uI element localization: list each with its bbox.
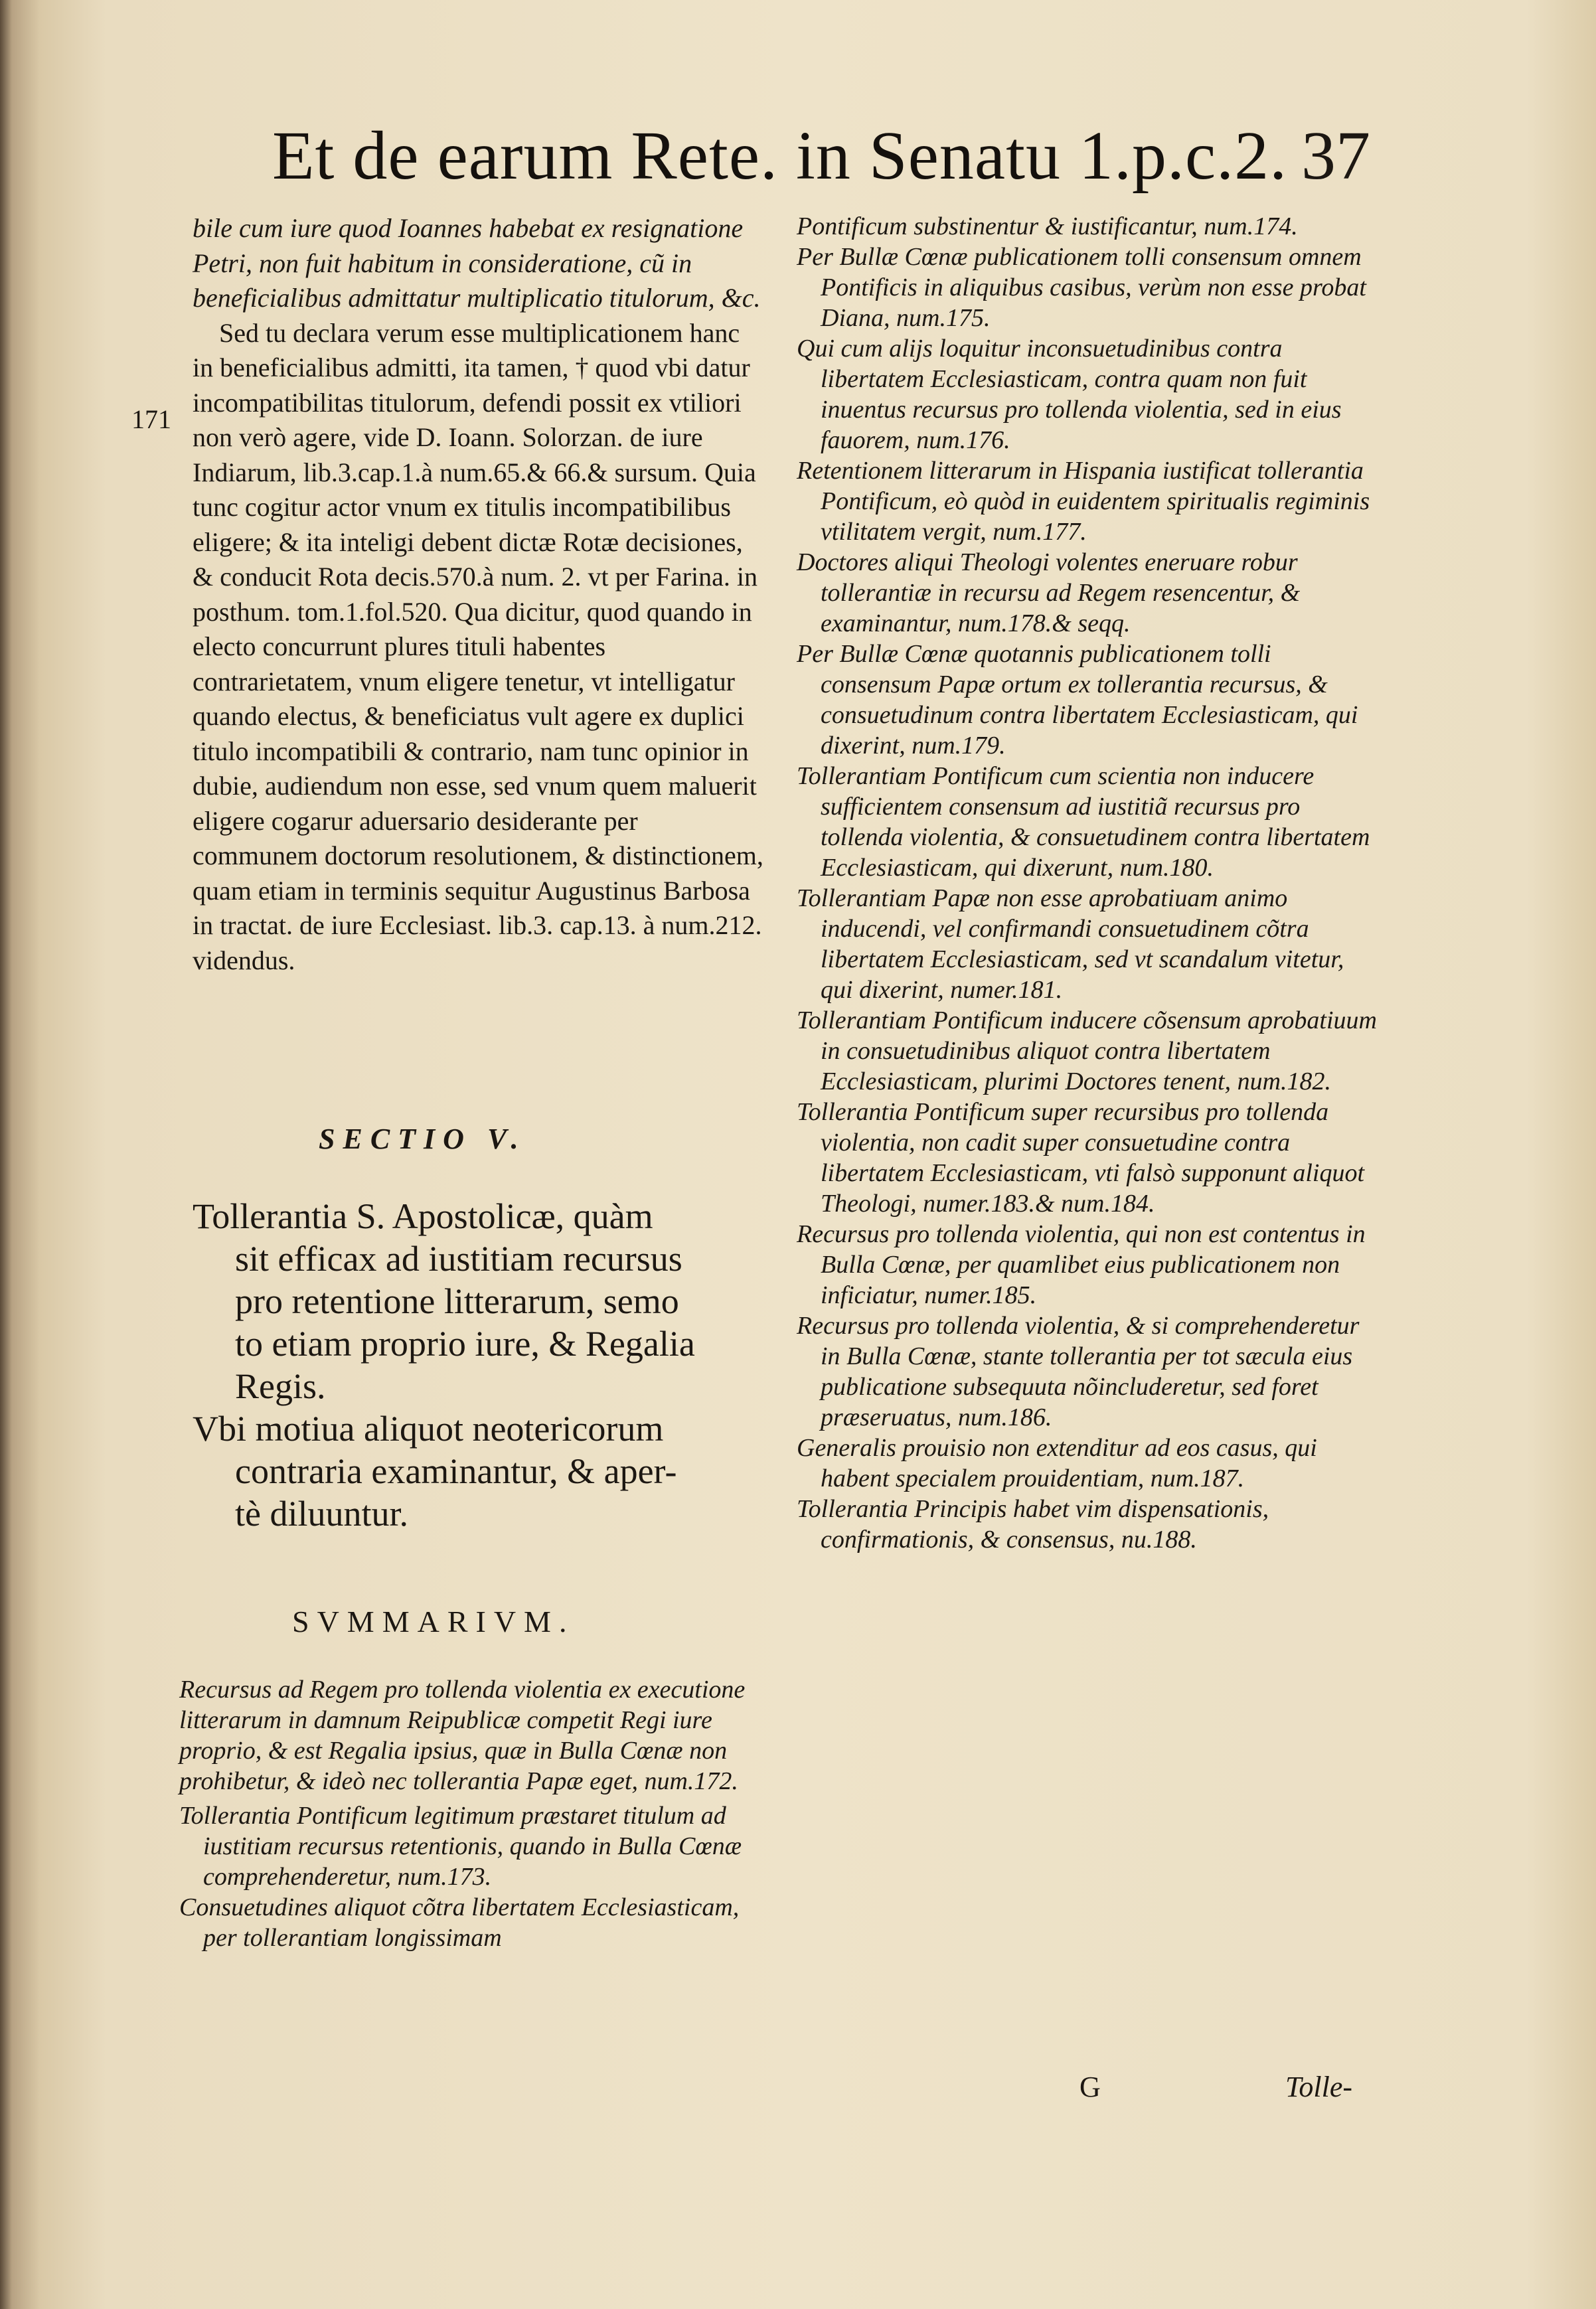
catchword: Tolle-	[1285, 2071, 1353, 2103]
summary-entry: Recursus pro tollenda violentia, & si comprehenderetur in Bulla Cœnæ, stante tollerantia per tot sæcula eius publicatione subsequuta nõincluderetur, sed foret præseruatus, num.186.	[797, 1312, 1360, 1431]
summary-entry: Recursus ad Regem pro tollenda violentia ex executione litterarum in damnum Reipublicæ competit Regi iure proprio, & est Regalia ipsius, quæ in Bulla Cœnæ non prohibetur, & ideò nec tollerantia Papæ eget, num.172.	[179, 1676, 746, 1795]
summary-entry: Doctores aliqui Theologi volentes eneruare robur tollerantiæ in recursu ad Regem resencentur, & examinantur, num.178.& seqq.	[797, 548, 1301, 637]
section-label: SECTIO V.	[319, 1123, 526, 1155]
summary-entry: Generalis prouisio non extenditur ad eos casus, qui habent specialem prouidentiam, num.187.	[797, 1434, 1317, 1492]
summary-entry: Per Bullæ Cœnæ quotannis publicationem tolli consensum Papæ ortum ex tollerantia recursus, & consuetudinum contra libertatem Ecclesiasticam, qui dixerint, num.179.	[797, 640, 1358, 759]
summary-entry: Tollerantia Pontificum legitimum præstaret titulum ad iustitiam recursus retentionis, quando in Bulla Cœnæ comprehenderetur, num.173.	[179, 1802, 742, 1891]
right-column	[797, 211, 1381, 1555]
page-number: 37	[1301, 118, 1370, 194]
summary-entry: Recursus pro tollenda violentia, qui non est contentus in Bulla Cœnæ, per quamlibet eius publicationem non inficiatur, numer.185.	[797, 1220, 1366, 1309]
summary-entry: Tollerantia Principis habet vim dispensationis, confirmationis, & consensus, nu.188.	[797, 1495, 1269, 1553]
summary-entry: Per Bullæ Cœnæ publicationem tolli consensum omnem Pontificis in aliquibus casibus, verùm non esse probat Diana, num.175.	[797, 243, 1366, 332]
left-paragraph-continuation: bile cum iure quod Ioannes habebat ex resignatione Petri, non fuit habitum in consideratione, cũ in beneficialibus admittatur multiplicatio titulorum, &c.	[193, 213, 761, 313]
left-paragraph-main: Sed tu declara verum esse multiplicationem hanc in beneficialibus admitti, ita tamen, † quod vbi datur incompatibilitas titulorum, defendi possit ex vtiliori non verò agere, vide D. Ioann. Solorzan. de iure Indiarum, lib.3.cap.1.à num.65.& 66.& sursum. Quia tunc cogitur actor vnum ex titulis incompatibilibus eligere; & ita inteligi debent dictæ Rotæ decisiones, & conducit Rota decis.570.à num. 2. vt per Farina. in posthum. tom.1.fol.520. Qua dicitur, quod quando in electo concurrunt plures tituli habentes contrarietatem, vnum eligere tenetur, vt intelligatur quando electus, & beneficiatus vult agere ex duplici titulo incompatibili & contrario, nam tunc opinior in dubie, audiendum non esse, sed vnum quem maluerit eligere cogarur aduersario desiderante per communem doctorum resolutionem, & distinctionem, quam etiam in terminis sequitur Augustinus Barbosa in tractat. de iure Ecclesiast. lib.3. cap.13. à num.212. videndus.	[193, 317, 763, 975]
summarium-left-entries	[179, 1674, 763, 1953]
section-subtitle-line: Vbi motiua aliquot neotericorum	[193, 1409, 664, 1449]
section-title-line: Regis.	[235, 1366, 326, 1406]
summary-entry: Consuetudines aliquot cõtra libertatem Ecclesiasticam, per tollerantiam longissimam	[179, 1893, 740, 1952]
summary-entry: Retentionem litterarum in Hispania iustificat tollerantia Pontificum, eò quòd in euidentem spiritualis regiminis vtilitatem vergit, num.177.	[797, 457, 1370, 546]
section-title-line: pro retentione litterarum, semo	[235, 1281, 679, 1321]
summary-entry: Tollerantiam Papæ non esse aprobatiuam animo inducendi, vel confirmandi consuetudinem cõtra libertatem Ecclesiasticam, sed vt scandalum vitetur, qui dixerint, numer.181.	[797, 884, 1344, 1004]
margin-number: 171	[131, 404, 171, 434]
section-title-line: Tollerantia S. Apostolicæ, quàm	[193, 1196, 653, 1236]
section-subtitle-line: tè diluuntur.	[235, 1494, 408, 1534]
section-title-line: sit efficax ad iustitiam recursus	[235, 1239, 682, 1279]
summarium-heading: SVMMARIVM.	[292, 1605, 575, 1638]
section-subtitle-line: contraria examinantur, & aper-	[235, 1451, 677, 1491]
left-column	[193, 211, 763, 978]
summary-entry: Qui cum alijs loquitur inconsuetudinibus contra libertatem Ecclesiasticam, contra quam non fuit inuentus recursus pro tollenda violentia, sed in eius fauorem, num.176.	[797, 335, 1342, 454]
summary-entry: Pontificum substinentur & iustificantur, num.174.	[797, 212, 1298, 240]
signature-mark: G	[1079, 2071, 1101, 2103]
section-title-line: to etiam proprio iure, & Regalia	[235, 1324, 695, 1364]
summary-entry: Tollerantiam Pontificum cum scientia non inducere sufficientem consensum ad iustitiã recursus pro tollenda violentia, & consuetudinem contra libertatem Ecclesiasticam, qui dixerunt, num.180.	[797, 762, 1370, 882]
running-head: Et de earum Rete. in Senatu 1.p.c.2.	[272, 118, 1288, 194]
section-heading	[193, 1195, 763, 1535]
summary-entry: Tollerantiam Pontificum inducere cõsensum aprobatiuum in consuetudinibus aliquot contra libertatem Ecclesiasticam, plurimi Doctores tenent, num.182.	[797, 1006, 1377, 1095]
summary-entry: Tollerantia Pontificum super recursibus pro tollenda violentia, non cadit super consuetudine contra libertatem Ecclesiasticam, vti falsò supponunt aliquot Theologi, numer.183.& num.184.	[797, 1098, 1365, 1218]
